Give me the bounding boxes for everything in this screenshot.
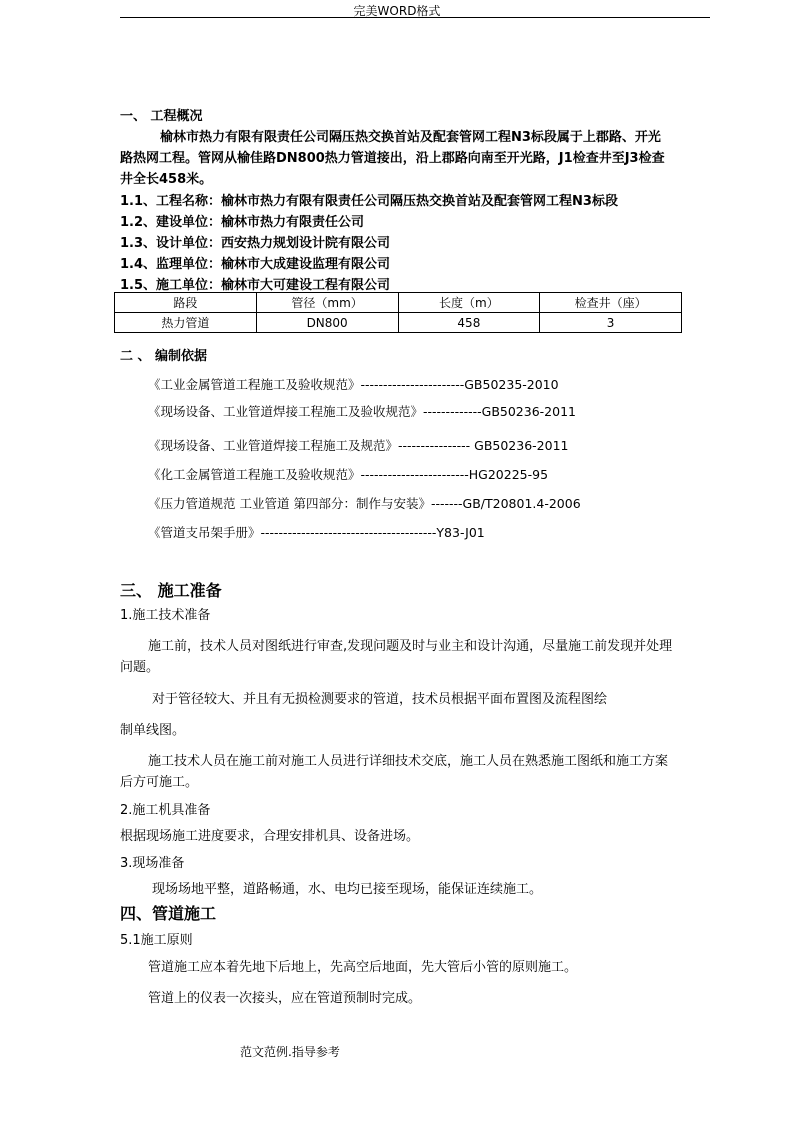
table-cell: 3 <box>540 313 682 333</box>
table-header-row <box>115 293 682 313</box>
table-cell: DN800 <box>256 313 398 333</box>
section3-p2-line2: 制单线图。 <box>120 723 186 738</box>
section4-heading: 四、管道施工 <box>120 904 217 923</box>
table-header-cell: 管径（mm） <box>256 293 398 313</box>
section4-p1: 管道施工应本着先地下后地上，先高空后地面，先大管后小管的原则施工。 <box>148 960 578 975</box>
table-cell: 热力管道 <box>115 313 257 333</box>
section4-p2: 管道上的仪表一次接头，应在管道预制时完成。 <box>148 991 422 1006</box>
owner-item: 1.2、建设单位：榆林市热力有限责任公司 <box>120 215 365 230</box>
section3-sub1: 1.施工技术准备 <box>120 608 211 623</box>
section3-p1-line2: 问题。 <box>120 660 160 675</box>
header-divider <box>120 17 710 18</box>
page-footer: 范文范例.指导参考 <box>240 1045 340 1059</box>
section3-p3-line1: 施工技术人员在施工前对施工人员进行详细技术交底，施工人员在熟悉施工图纸和施工方案 <box>148 754 669 769</box>
section3-heading: 三、 施工准备 <box>120 581 222 600</box>
section1-intro-line3: 井全长458米。 <box>120 172 213 187</box>
contractor-item: 1.5、施工单位：榆林市大可建设工程有限公司 <box>120 278 391 293</box>
designer-item: 1.3、设计单位：西安热力规划设计院有限公司 <box>120 236 391 251</box>
section3-p3-line2: 后方可施工。 <box>120 775 199 790</box>
table-header-cell: 路段 <box>115 293 257 313</box>
reference-item: 《化工金属管道工程施工及验收规范》------------------------HG20225-95 <box>148 467 549 482</box>
supervisor-item: 1.4、监理单位：榆林市大成建设监理有限公司 <box>120 257 391 272</box>
reference-item: 《管道支吊架手册》---------------------------------------Y83-J01 <box>148 525 485 540</box>
project-table <box>114 292 682 333</box>
section2-heading: 二 、 编制依据 <box>120 349 208 364</box>
reference-item: 《现场设备、工业管道焊接工程施工及验收规范》-------------GB50236-2011 <box>148 404 576 419</box>
reference-item: 《工业金属管道工程施工及验收规范》-----------------------GB50235-2010 <box>148 377 559 392</box>
section3-p4: 根据现场施工进度要求，合理安排机具、设备进场。 <box>120 829 420 844</box>
table-row <box>115 313 682 333</box>
project-name-item: 1.1、工程名称：榆林市热力有限有限责任公司隔压热交换首站及配套管网工程N3标段 <box>120 194 618 209</box>
section3-p2-line1: 对于管径较大、并且有无损检测要求的管道，技术员根据平面布置图及流程图绘 <box>152 692 608 707</box>
section3-p1-line1: 施工前，技术人员对图纸进行审查,发现问题及时与业主和设计沟通，尽量施工前发现并处理 <box>148 639 673 654</box>
section1-heading: 一、 工程概况 <box>120 109 203 124</box>
section1-intro-line1: 榆林市热力有限有限责任公司隔压热交换首站及配套管网工程N3标段属于上郡路、开光 <box>160 130 661 145</box>
section3-sub2: 2.施工机具准备 <box>120 803 211 818</box>
section3-sub3: 3.现场准备 <box>120 856 185 871</box>
section1-intro-line2: 路热网工程。管网从榆佳路DN800热力管道接出，沿上郡路向南至开光路，J1检查井至J3检查 <box>120 151 665 166</box>
reference-item: 《现场设备、工业管道焊接工程施工及规范》---------------- GB50236-2011 <box>148 438 569 453</box>
section4-sub1: 5.1施工原则 <box>120 933 193 948</box>
table-header-cell: 长度（m） <box>398 293 540 313</box>
section3-p5: 现场场地平整，道路畅通，水、电均已接至现场，能保证连续施工。 <box>152 882 543 897</box>
table-header-cell: 检查井（座） <box>540 293 682 313</box>
page-header: 完美WORD格式 <box>353 4 441 18</box>
table-cell: 458 <box>398 313 540 333</box>
reference-item: 《压力管道规范 工业管道 第四部分：制作与安装》-------GB/T20801.4-2006 <box>148 496 581 511</box>
